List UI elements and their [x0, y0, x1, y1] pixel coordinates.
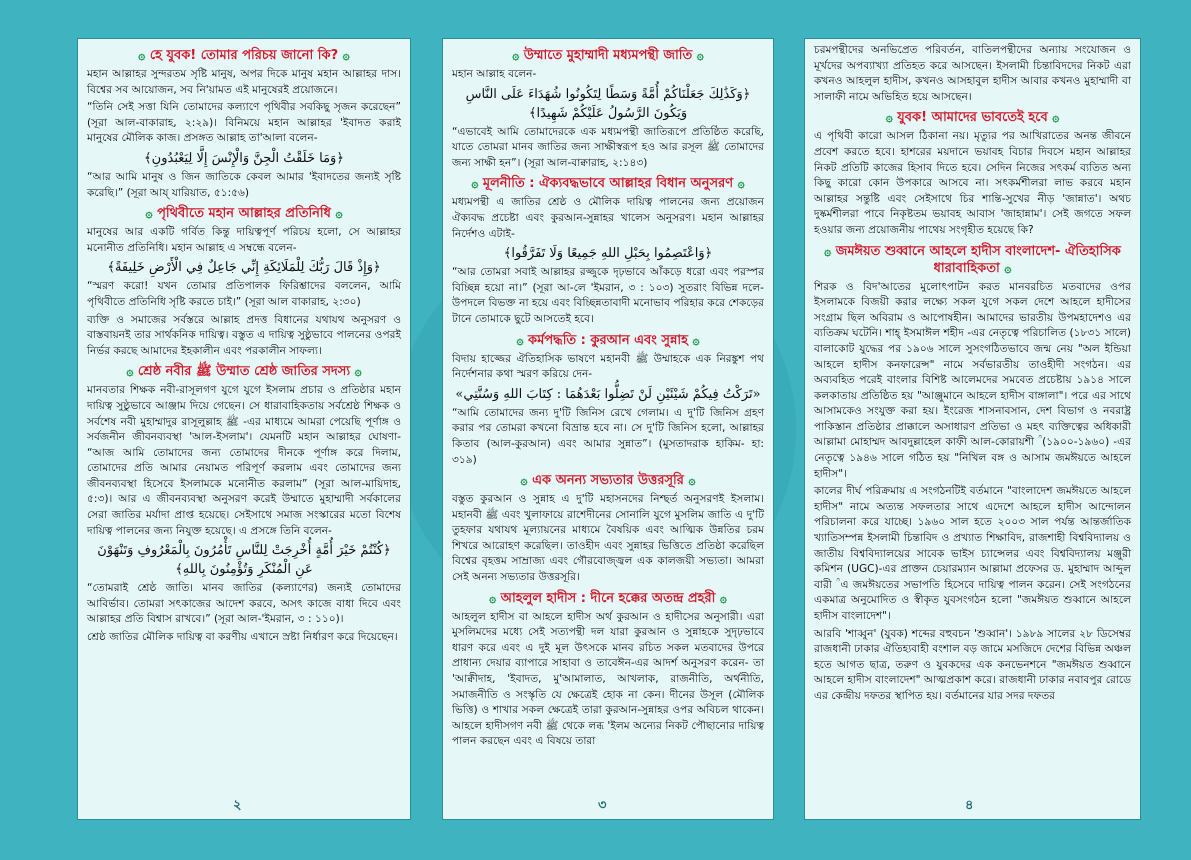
ornament-icon: ۞ — [335, 206, 343, 221]
ornament-icon: ۞ — [1004, 260, 1012, 275]
ornament-icon: ۞ — [520, 473, 528, 488]
paragraph: “এভাবেই আমি তোমাদেরকে এক মধ্যমপন্থী জাতিরূপে প্রতিষ্ঠিত করেছি, যাতে তোমরা মানব জাতির জন্য সাক্ষীস্বরূপ হও আর রসূল ﷺ তোমাদের জন্য সাক্ষী হন”। (সূরা আল-বাক্বারাহ, ২:১৪৩) — [452, 125, 764, 169]
ornament-icon: ۞ — [688, 473, 696, 488]
paragraph: শ্রেষ্ঠ জাতির মৌলিক দায়িত্ব বা করণীয় এখানে স্রষ্টা নির্ধারণ করে দিয়েছেন। — [87, 631, 398, 644]
paragraph: মহান আল্লাহর সুন্দরতম সৃষ্টি মানুষ, অপর দিকে মানুষ মহান আল্লাহর দাস। বিশ্বের সব আয়োজন, সব নি'য়ামত এই মানুষেরই প্রয়োজনে। — [87, 68, 401, 96]
ornament-icon: ۞ — [696, 48, 704, 62]
page-number: ২ — [233, 798, 242, 813]
ornament-icon: ۞ — [354, 364, 362, 379]
ornament-icon: ۞ — [719, 590, 727, 605]
ornament-icon: ۞ — [885, 110, 893, 125]
page-number: ৩ — [598, 798, 607, 813]
ornament-icon: ۞ — [126, 364, 134, 379]
paragraph: চরমপন্থীদের অনভিপ্রেত পরিবর্তন, বাতিলপন্থীদের অন্যায় সংযোজন ও মূর্খদের অপব্যাখ্যা প্রতিহত করে আসছেন। ইসলামী চিন্তাবিদদের নিকট এরা কখনও আহলুল হাদীস, কখনও আসহাবুল হাদীস আবার কখনও মুহাম্মাদী বা সালাফী নামে অভিহিত হয়ে আসছেন। — [814, 44, 1131, 103]
heading-history: ۞ জমঈয়ত শুব্বানে আহলে হাদীস বাংলাদেশ- ঐতিহাসিক ধারাবাহিকতা ۞ — [824, 243, 1121, 276]
paragraph: ব্যক্তি ও সমাজের সর্বস্তরে আল্লাহ প্রদত্ত বিধানের যথাযথ অনুসরণ ও বাস্তবায়নই তার সার্থকনিক দায়িত্ব। বস্তুত এ দায়িত্ব সুষ্ঠুভাবে পালনের ওপরই নির্ভর করছে আমাদের ইহকালীন এবং পরকালীন সাফল্য। — [87, 313, 401, 357]
paragraph: “স্মরণ করো! যখন তোমার প্রতিপালক ফিরিশ্তাদের বললেন, আমি পৃথিবীতে প্রতিনিধি সৃষ্টি করতে চাই।” (সূরা আল বাকারাহ, ২:৩০) — [87, 280, 401, 308]
heading-best-nation: ۞ শ্রেষ্ঠ নবীর ﷺ উম্মাত শ্রেষ্ঠ জাতির সদস্য ۞ — [126, 364, 362, 380]
ornament-icon: ۞ — [145, 206, 153, 221]
arabic-hadith: «تَرَكْتُ فِيكُمْ شَيْئَيْنِ لَنْ تَضِلُّوا بَعْدَهُمَا : كِتَابَ اللهِ وَسُنَّتِي» — [455, 386, 761, 402]
arabic-verse: ﴿وَإِذْ قَالَ رَبُّكَ لِلْمَلَائِكَةِ إِنِّي جَاعِلٌ فِي الْأَرْضِ خَلِيفَةً﴾ — [107, 260, 381, 276]
arabic-verse: ﴿كُنْتُمْ خَيْرَ أُمَّةٍ أُخْرِجَتْ لِلنَّاسِ تَأْمُرُونَ بِالْمَعْرُوفِ وَتَنْهَوْنَ عَنِ الْمُنْكَرِ وَتُؤْمِنُونَ بِاللهِ﴾ — [97, 543, 391, 578]
paragraph: মানবতার শিক্ষক নবী-রাসূলগণ যুগে যুগে ইসলাম প্রচার ও প্রতিষ্ঠার মহান দায়িত্ব সুষ্ঠুভাবে আঞ্জাম দিয়ে গেছেন। সে ধারাবাহিকতায় সর্বশ্রেষ্ঠ শিক্ষক ও সর্বশেষ নবী মুহাম্মাদুর রাসূলুল্লাহ ﷺ -এর মাধ্যমে আমরা পেয়েছি পূর্ণাঙ্গ ও সর্বজনীন জীবনব্যবস্থা 'আল-ইসলাম'। যেমনটি মহান আল্লাহর ঘোষণা- “আজ আমি তোমাদের জন্য তোমাদের দীনকে পূর্ণাঙ্গ করে দিলাম, তোমাদের প্রতি আমার নেয়ামত পরিপূর্ণ করলাম এবং তোমাদের জন্য জীবনব্যবস্থা হিসেবে ইসলামকে মনোনীত করলাম” (সূরা আল-মায়িদাহ, ৫:৩)। আর এ জীবনব্যবস্থা অনুসরণ করেই উম্মাতে মুহাম্মাদী সর্বকালের সেরা জাতির মর্যাদা প্রাপ্ত হয়েছে। সেইসাথে সমাজ সংস্কারের মতো বিশেষ দায়িত্ব পালনের জন্য নিযুক্ত হয়েছে। এ প্রসঙ্গে তিনি বলেন- — [87, 384, 401, 537]
arabic-verse: ﴿وَمَا خَلَقْتُ الْجِنَّ وَالْإِنْسَ إِلَّا لِيَعْبُدُونِ﴾ — [144, 150, 344, 166]
ornament-icon: ۞ — [516, 332, 524, 347]
ornament-icon: ۞ — [692, 332, 700, 347]
ornament-icon: ۞ — [342, 48, 350, 62]
paragraph: বস্তুত কুরআন ও সুন্নাহ এ দু'টি মহাসনদের নিশ্ছর্ত অনুসরণই ইসলাম। মহানবী ﷺ এবং খুলাফায়ে রাশেদীনের সোনালি যুগে মুসলিম জাতি এ দু'টি তুহফার যথাযথ মূল্যায়নের মাধ্যমে বৈষয়িক এবং আত্মিক উন্নতির চরম শিখরে আরোহণ করেছিল। তাওহীদ এবং সুন্নাহর ভিত্তিতে প্রতিষ্ঠা করেছিল বিশ্বের বৃহত্তম সাম্রাজ্য এবং গৌরবোজ্জ্বল এক কালজয়ী সভ্যতা। আমরা সেই অনন্য সভ্যতার উত্তরসূরি। — [452, 493, 764, 584]
ornament-icon: ۞ — [824, 243, 832, 258]
page-number: ৪ — [965, 798, 974, 813]
paragraph: কালের দীর্ঘ পরিক্রমায় এ সংগঠনটিই বর্তমানে "বাংলাদেশ জমঈয়তে আহলে হাদীস" নামে অত্যন্ত সফলতার সাথে এদেশে আহলে হাদীস আন্দোলন পরিচালনা করে যাচ্ছে। ১৯৬০ সাল হতে ২০০৩ সাল পর্যন্ত আন্তর্জাতিক খ্যাতিসম্পন্ন ইসলামী চিন্তাবিদ ও প্রখ্যাত শিক্ষাবিদ, রাজশাহী বিশ্ববিদ্যালয় ও জাতীয় বিশ্ববিদ্যালয়ের সাবেক ভাইস চ্যান্সেলর এবং বিশ্ববিদ্যালয় মঞ্জুরী কমিশন (UGC)-এর প্রাক্তন চেয়ারম্যান আল্লামা প্রফেসর ড. মুহাম্মাদ আব্দুল বারী ؒ এ জমঈয়তের সভাপতি হিসেবে দায়িত্ব পালন করেন। সেই সংগঠনের একমাত্র অনুমোদিত ও স্বীকৃত যুবসংগঠন হলো "জমঈয়ত শুব্বানে আহলে হাদীস বাংলাদেশ"। — [814, 485, 1131, 622]
arabic-verse: ﴿وَكَذَٰلِكَ جَعَلْنَاكُمْ أُمَّةً وَسَطًا لِتَكُونُوا شُهَدَاءَ عَلَى النَّاسِ وَيَكُونَ الرَّسُولُ عَلَيْكُمْ شَهِيدًا﴾ — [465, 86, 751, 121]
heading-representative: ۞ পৃথিবীতে মহান আল্লাহর প্রতিনিধি ۞ — [145, 206, 343, 222]
heading-know-yourself: ۞ হে যুবক! তোমার পরিচয় জানো কি? ۞ — [138, 48, 350, 63]
paragraph: “তোমরাই শ্রেষ্ঠ জাতি। মানব জাতির (কল্যাণের) জন্যই তোমাদের আবির্ভাব। তোমরা সৎকাজের আদেশ করবে, অসৎ কাজে বাধা দিবে এবং আল্লাহর প্রতি বিশ্বাস রাখবে।” (সূরা আল-'ইমরান, ৩ : ১১০)। — [87, 582, 401, 626]
paragraph: এ পৃথিবী কারো আসল ঠিকানা নয়। মৃত্যুর পর আখিরাতের অনন্ত জীবনে প্রবেশ করতে হবে। হাশরের ময়দানে ভয়াবহ বিচার দিবসে মহান আল্লাহর নিকট প্রতিটি কাজের হিসাব দিতে হবে। সেদিন নিজের সৎকর্ম ব্যতিত অন্য কিছু কারো কোন উপকারে আসবে না। সৎকর্মশীলরা লাভ করবে মহান আল্লাহর সন্তুষ্টি এবং সেইসাথে চির শান্তি-সুখের নীড় 'জান্নাত'। অথচ দুষ্কর্মশীলরা পাবে নিকৃষ্টতম ভয়াবহ আবাস 'জাহান্নাম'। সেই জগতে সফল হওয়ার জন্য প্রয়োজনীয় পাথেয় সংগৃহীত হয়েছে কি? — [814, 130, 1131, 236]
paragraph: আরবি 'শাব্বুন' (যুবক) শব্দের বহুবচন 'শুব্বান'। ১৯৮৯ সালের ২৮ ডিসেম্বর রাজধানী ঢাকার ঐতিহ্যবাহী বংশাল বড় জামে মসজিদে দেশের বিভিন্ন অঞ্চল হতে আগত ছাত্র, তরুণ ও যুবকদের এক কনভেনশনে "জমঈয়ত শুব্বানে আহলে হাদীস বাংলাদেশ" আত্মপ্রকাশ করে। রাজধানী ঢাকার নবাবপুর রোডে এর কেন্দ্রীয় দফতর স্থাপিত হয়। বর্তমানের যার সদর দফতর — [814, 627, 1132, 702]
heading-ahlul-hadith: ۞ আহলুল হাদীস : দীনে হক্কের অতন্দ্র প্রহরী ۞ — [489, 590, 727, 606]
paragraph: শিরক ও বিদ'আতের মুলোৎপাটন করত মানবরচিত মতবাদের ওপর ইসলামকে বিজয়ী করার লক্ষ্যে সকল যুগে সকল দেশে আহলে হাদীসের সংগ্রাম ছিল অবিরাম ও আপোষহীন। আমাদের ভারতীয় উপমহাদেশও এর ব্যতিক্রম ঘটেনি। শাহ্ ইসমাঈল শহীদ -এর নেতৃত্বে পরিচালিত (১৮৩১ সালে) বালাকোট যুদ্ধের পর ১৯০৬ সালে সুসংগঠিতভাবে জন্ম নেয় "অল ইন্ডিয়া আহলে হাদীস কনফারেন্স" নামে সর্বভারতীয় তাওহীদী সংগঠন। এর অব্যবহিত পরেই বাংলার বিশিষ্ট আলেমদের সমবেত প্রচেষ্টায় ১৯১৪ সালে কলকাতায় প্রতিষ্ঠিত হয় "আঞ্জুমানে আহলে হাদীস বাঙ্গালা"। পরে এর সাথে আসামকেও সংযুক্ত করা হয়। ইংরেজ শাসনাবসান, দেশ বিভাগ ও নবরাষ্ট্র পাকিস্তান প্রতিষ্ঠার প্রাক্কালে অসাধারণ প্রতিভা ও মহৎ ব্যক্তিত্বের অধিকারী আল্লামা মোহাম্মদ আবদুল্লাহেল কাফী আল-কোরায়শী ؒ (১৯০০-১৯৬০) -এর নেতৃত্বে ১৯৪৬ সালে গঠিত হয় "নিখিল বঙ্গ ও আসাম জমঈয়তে আহলে হাদীস"। — [814, 280, 1131, 480]
arabic-verse: ﴿وَاعْتَصِمُوا بِحَبْلِ اللهِ جَمِيعًا وَلَا تَفَرَّقُوا﴾ — [503, 246, 713, 262]
paragraph: মধ্যমপন্থী এ জাতির শ্রেষ্ঠ ও মৌলিক দায়িত্ব পালনের জন্য প্রয়োজন ঐক্যবদ্ধ প্রচেষ্টা এবং কুরআন-সুন্নাহর খালেস অনুসরণ। মহান আল্লাহর নির্দেশও এটাই- — [452, 196, 764, 240]
paragraph: মহান আল্লাহ বলেন- — [452, 68, 537, 80]
paragraph: “আর তোমরা সবাই আল্লাহর রজ্জুকে দৃঢ়ভাবে আঁকড়ে ধরো এবং পরস্পর বিচ্ছিন্ন হয়ো না।” (সূরা আ-লে 'ইমরান, ৩ : ১০৩) সুতরাং বিভিন্ন দলে-উপদলে বিভক্ত না হয়ে এবং বিচ্ছিন্নতাবাদী মনোভাব পরিহার করে শেকড়ের টানে তোমাকে ছুটে আসতেই হবে। — [452, 266, 764, 325]
ornament-icon: ۞ — [489, 590, 497, 605]
heading-method: ۞ কর্মপদ্ধতি : কুরআন এবং সুন্নাহ ۞ — [516, 332, 700, 348]
heading-middle-nation: ۞ উম্মাতে মুহাম্মাদী মধ্যমপন্থী জাতি ۞ — [512, 48, 704, 63]
page-3-panel — [442, 38, 774, 820]
paragraph: “আমি তোমাদের জন্য দু'টি জিনিস রেখে গেলাম। এ দু'টি জিনিস গ্রহণ করার পর তোমরা কখনো বিভ্রান্ত হবে না। সে দু'টি জিনিস হলো, আল্লাহর কিতাব (আল-কুরআন) এবং আমার সুন্নাত”। (মুসতাদরাক হাকিম- হা: ৩১৯) — [452, 406, 764, 466]
heading-civilization: ۞ এক অনন্য সভ্যতার উত্তরসূরি ۞ — [520, 473, 696, 489]
ornament-icon: ۞ — [1052, 110, 1060, 125]
ornament-icon: ۞ — [737, 176, 745, 191]
paragraph: বিদায় হাজ্জের ঐতিহাসিক ভাষণে মহানবী ﷺ উম্মাহকে এক নিরঙ্কুশ পথ নির্দেশনার কথা স্মরণ করিয়ে দেন- — [452, 352, 764, 381]
paragraph: মানুষের আর একটি গর্বিত কিন্তু দায়িত্বপূর্ণ পরিচয় হলো, সে আল্লাহর মনোনীত প্রতিনিধি। মহান আল্লাহ এ সম্বন্ধে বলেন- — [87, 226, 401, 254]
page-2-panel — [77, 38, 411, 820]
heading-youth-think: ۞ যুবক! আমাদের ভাবতেই হবে ۞ — [885, 110, 1060, 126]
page-4-panel — [804, 38, 1141, 820]
paragraph: “তিনি সেই সত্তা যিনি তোমাদের কল্যাণে পৃথিবীর সবকিছু সৃজন করেছেন” (সূরা আল-বাকারাহ, ২:২৯)। বিনিময়ে মহান আল্লাহর 'ইবাদত করাই মানুষের মৌলিক কাজ। প্রসঙ্গত আল্লাহ তা'আলা বলেন- — [87, 101, 401, 145]
heading-principle: ۞ মূলনীতি : ঐক্যবদ্ধভাবে আল্লাহর বিধান অনুসরণ ۞ — [471, 176, 745, 192]
ornament-icon: ۞ — [138, 48, 146, 62]
ornament-icon: ۞ — [471, 176, 479, 191]
ornament-icon: ۞ — [512, 48, 520, 62]
paragraph: “আর আমি মানুষ ও জিন জাতিকে কেবল আমার 'ইবাদতের জন্যই সৃষ্টি করেছি।” (সূরা আয্‌ যারিয়াত, ৫১:৫৬) — [87, 170, 401, 199]
paragraph: আহলুল হাদীস বা আহলে হাদীস অর্থ কুরআন ও হাদীসের অনুসারী। এরা মুসলিমদের মধ্যে সেই সত্যপন্থী দল যারা কুরআন ও সুন্নাহকে সুদৃঢ়ভাবে ধারণ করে এবং এ দুই মূল উৎসকে মানব রচিত সকল মতবাদের উপরে প্রাধান্য দেয়ার ব্যাপারে সাহাবা ও তাবেঈন-এর আদর্শ অনুসরণ করেন- তা 'আক্বীদাহ, 'ইবাদত, মু'আমালাত, আখলাক, রাজনীতি, অর্থনীতি, সমাজনীতি ও সংস্কৃতি যে ক্ষেত্রেই হোক না কেন। দীনের উসূল (মৌলিক ভিত্তি) ও শাখার সকল ক্ষেত্রেই তারা কুরআন-সুন্নাহর ওপর অবিচল থাকেন। আহলে হাদীসগণ নবী ﷺ থেকে লব্ধ 'ইলম অন্যের নিকট পৌছানোর দায়িত্ব পালন করছেন এবং এ বিষয়ে তারা — [452, 610, 764, 748]
